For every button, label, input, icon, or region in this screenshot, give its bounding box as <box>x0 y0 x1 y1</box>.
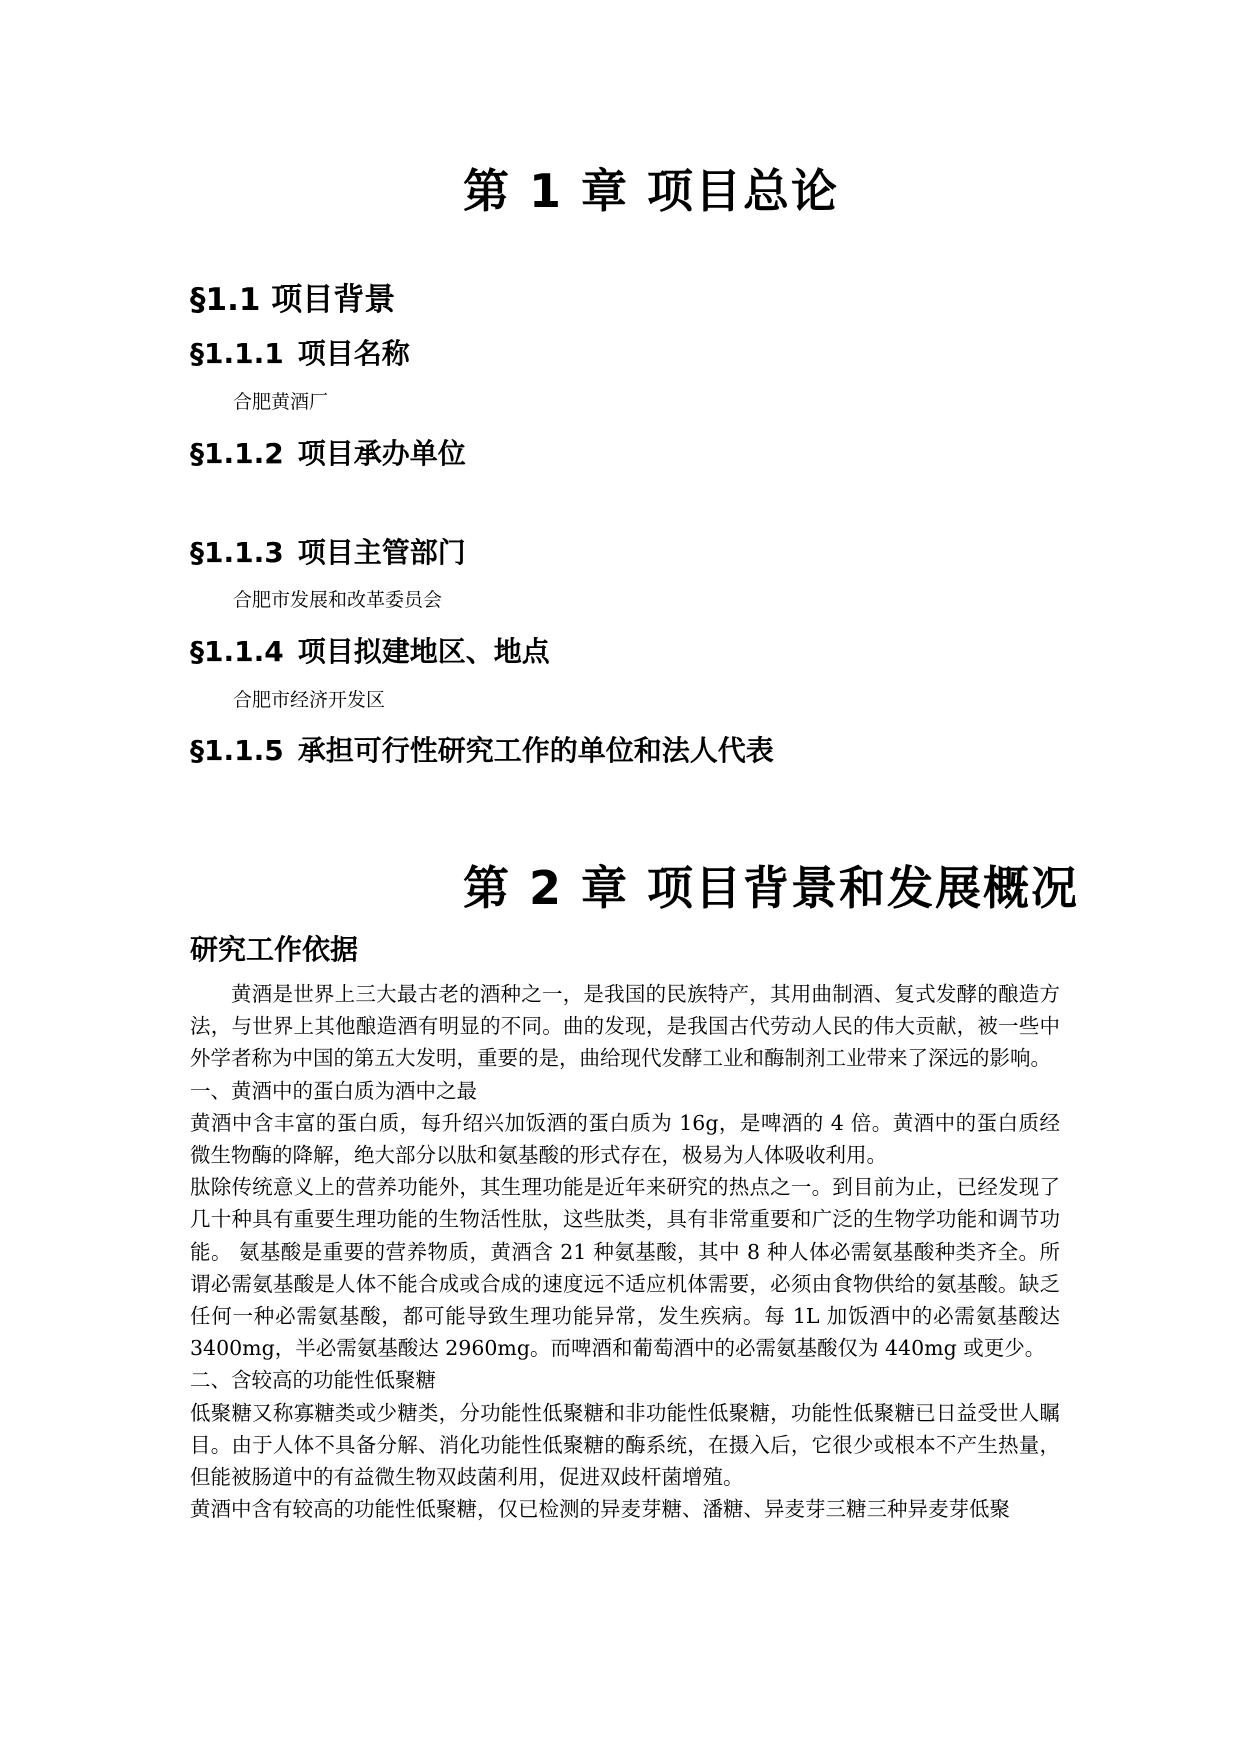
paragraph: 黄酒是世界上三大最古老的酒种之一，是我国的民族特产，其用曲制酒、复式发酵的酿造方法，与世界上其他酿造酒有明显的不同。曲的发现，是我国古代劳动人民的伟大贡献，被一些中外学者称为中国的第五大发明，重要的是，曲给现代发酵工业和酶制剂工业带来了深远的影响。 <box>190 982 1060 1071</box>
chapter-2-title: 第 2 章 项目背景和发展概况 <box>463 861 1080 915</box>
section-1-1-title: §1.1 项目背景 <box>190 282 396 318</box>
subsection-label: 项目承办单位 <box>297 437 466 470</box>
subsection-label: 项目拟建地区、地点 <box>297 635 550 668</box>
subsection-label: 项目名称 <box>297 337 410 370</box>
subsection-number: §1.1.4 <box>190 635 284 668</box>
chapter-1-title: 第 1 章 项目总论 <box>463 164 840 218</box>
subsection-number: §1.1.1 <box>190 337 284 370</box>
paragraph: 一、黄酒中的蛋白质为酒中之最 <box>190 1078 477 1103</box>
authority-value: 合肥市发展和改革委员会 <box>233 589 443 611</box>
subsection-1-1-5 <box>190 729 774 769</box>
paragraph: 黄酒中含丰富的蛋白质，每升绍兴加饭酒的蛋白质为 16g，是啤酒的 4 倍。黄酒中的蛋白质经微生物酶的降解，绝大部分以肽和氨基酸的形式存在，极易为人体吸收利用。 <box>190 1110 1060 1168</box>
project-name-value: 合肥黄酒厂 <box>233 391 329 413</box>
chapter-2-body <box>190 978 1060 1525</box>
subsection-1-1-1 <box>190 332 410 372</box>
paragraph: 二、含较高的功能性低聚糖 <box>190 1368 436 1393</box>
subsection-number: §1.1.2 <box>190 437 284 470</box>
subsection-1-1-4 <box>190 630 550 670</box>
subsection-label: 项目主管部门 <box>297 536 466 569</box>
paragraph: 肽除传统意义上的营养功能外，其生理功能是近年来研究的热点之一。到目前为止，已经发现了几十种具有重要生理功能的生物活性肽，这些肽类，具有非常重要和广泛的生物学功能和调节功能。 氨基酸是重要的营养物质，黄酒含 21 种氨基酸，其中 8 种人体必需氨基酸种类齐全。所谓必需氨基酸是人体不能合成或合成的速度远不适应机体需要，必须由食物供给的氨基酸。缺乏任何一种必需氨基酸，都可能导致生理功能异常，发生疾病。每 1L 加饭酒中的必需氨基酸达 3400mg，半必需氨基酸达 2960mg。而啤酒和葡萄酒中的必需氨基酸仅为 440mg 或更少。 <box>190 1175 1060 1361</box>
subsection-1-1-3 <box>190 531 466 571</box>
paragraph: 黄酒中含有较高的功能性低聚糖，仅已检测的异麦芽糖、潘糖、异麦芽三糖三种异麦芽低聚 <box>190 1497 1010 1522</box>
research-basis-heading: 研究工作依据 <box>190 933 359 966</box>
location-value: 合肥市经济开发区 <box>233 689 386 711</box>
subsection-number: §1.1.3 <box>190 536 284 569</box>
subsection-1-1-2 <box>190 432 466 472</box>
subsection-number: §1.1.5 <box>190 734 284 767</box>
subsection-label: 承担可行性研究工作的单位和法人代表 <box>297 734 774 767</box>
paragraph: 低聚糖又称寡糖类或少糖类，分功能性低聚糖和非功能性低聚糖，功能性低聚糖已日益受世人瞩目。由于人体不具备分解、消化功能性低聚糖的酶系统，在摄入后，它很少或根本不产生热量，但能被肠道中的有益微生物双歧菌利用，促进双歧杆菌增殖。 <box>190 1400 1060 1490</box>
